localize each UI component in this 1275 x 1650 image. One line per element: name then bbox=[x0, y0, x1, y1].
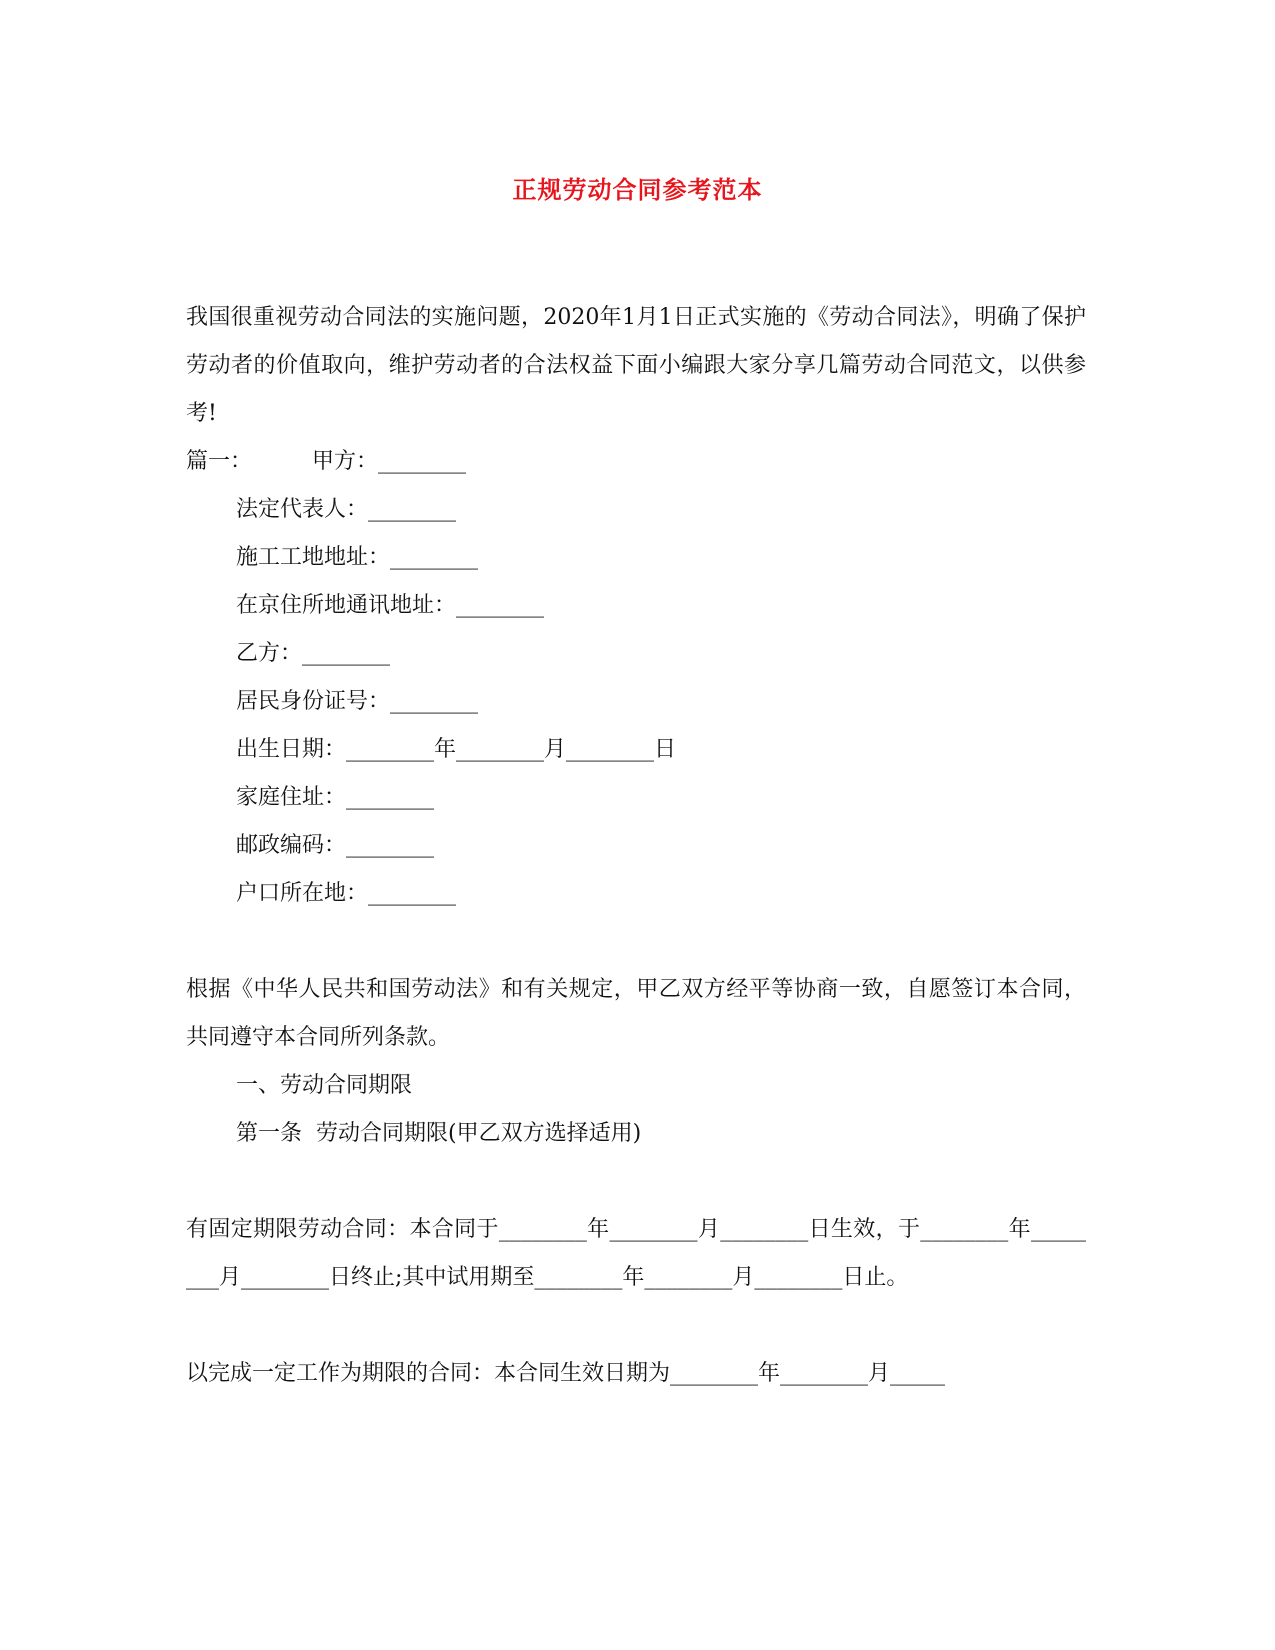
spacer bbox=[186, 1158, 1086, 1206]
spacer bbox=[186, 918, 1086, 966]
fixed-term-paragraph: 有固定期限劳动合同：本合同于________年________月________日生效，于________年________月________日终止;其中试用期至________年________月________日止。 bbox=[186, 1217, 1086, 1290]
party-a-field: 甲方：________ bbox=[312, 449, 467, 474]
document-title: 正规劳动合同参考范本 bbox=[512, 175, 763, 204]
field-id-number: 居民身份证号：________ bbox=[236, 689, 479, 714]
field-beijing-address: 在京住所地通讯地址：________ bbox=[236, 593, 545, 618]
section-heading-row bbox=[186, 438, 1086, 486]
article-heading: 第一条 劳动合同期限(甲乙双方选择适用) bbox=[236, 1121, 642, 1146]
chapter-heading: 一、劳动合同期限 bbox=[236, 1073, 413, 1098]
field-postal-code: 邮政编码：________ bbox=[236, 833, 435, 858]
field-birth-date: 出生日期：________年________月________日 bbox=[236, 737, 677, 762]
intro-paragraph: 我国很重视劳动合同法的实施问题，2020年1月1日正式实施的《劳动合同法》，明确了保护劳动者的价值取向，维护劳动者的合法权益下面小编跟大家分享几篇劳动合同范文，以供参考! bbox=[186, 305, 1086, 426]
section-label: 篇一： bbox=[186, 449, 253, 474]
field-household-registration: 户口所在地：________ bbox=[236, 881, 457, 906]
preamble-paragraph: 根据《中华人民共和国劳动法》和有关规定，甲乙双方经平等协商一致，自愿签订本合同，共同遵守本合同所列条款。 bbox=[186, 977, 1086, 1050]
field-site-address: 施工工地地址：________ bbox=[236, 545, 479, 570]
field-home-address: 家庭住址：________ bbox=[236, 785, 435, 810]
spacer bbox=[186, 1302, 1086, 1350]
document-body bbox=[186, 294, 1086, 1398]
field-party-b: 乙方：________ bbox=[236, 641, 391, 666]
task-term-paragraph: 以完成一定工作为期限的合同：本合同生效日期为________年________月_____ bbox=[186, 1361, 946, 1386]
field-legal-rep: 法定代表人：________ bbox=[236, 497, 457, 522]
